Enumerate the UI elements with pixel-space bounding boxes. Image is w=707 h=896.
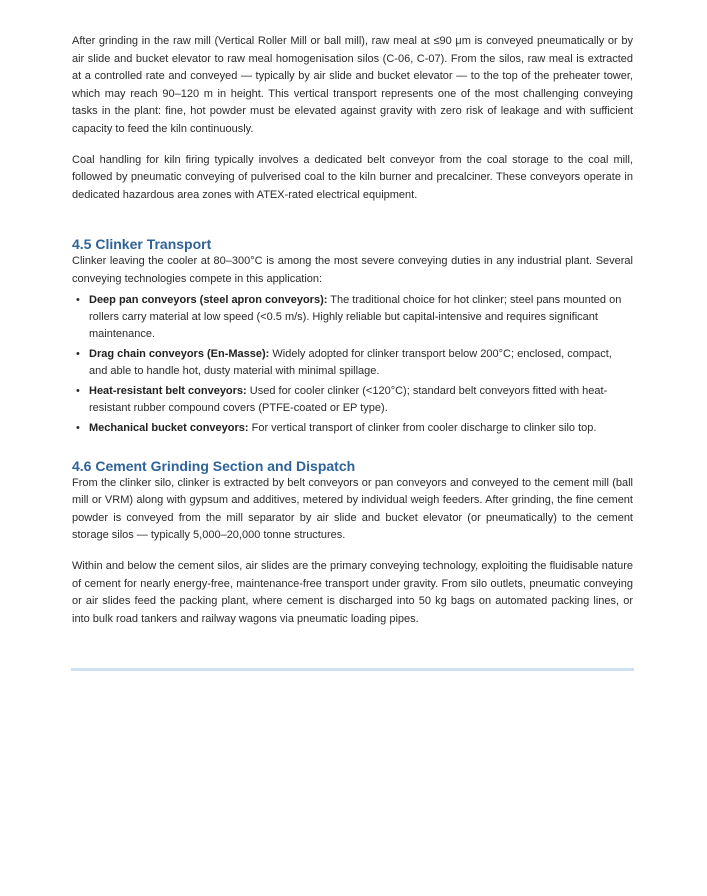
bullet-marker: • — [76, 384, 80, 397]
list-item-term: Deep pan conveyors (steel apron conveyors): — [89, 293, 328, 306]
paragraph-cement-grinding: From the clinker silo, clinker is extracted by belt conveyors or pan conveyors and conveyed to the cement mill (ball mill or VRM) along with gypsum and additives, metered by individual weigh feeders. After grinding, the fine cement powder is conveyed from the mill separator by air slide and bucket elevator (or pneumatically) to the cement storage silos — typically 5,000–20,000 tonne structures. — [72, 476, 633, 542]
bullet-marker: • — [76, 421, 80, 434]
section-heading-clinker-transport: 4.5 Clinker Transport — [72, 236, 212, 253]
document-body — [72, 33, 633, 628]
list-item-term: Drag chain conveyors (En-Masse): — [89, 347, 270, 360]
bullet-marker: • — [76, 293, 80, 306]
bullet-marker: • — [76, 347, 80, 360]
paragraph-clinker-intro: Clinker leaving the cooler at 80–300°C is among the most severe conveying duties in any industrial plant. Several conveying technologies compete in this application: — [72, 255, 633, 285]
clinker-technology-list — [72, 292, 633, 437]
list-item-text: For vertical transport of clinker from cooler discharge to clinker silo top. — [248, 421, 597, 434]
list-item — [72, 383, 633, 417]
list-item-text: The traditional choice for hot clinker; steel pans mounted on rollers carry material at low speed (<0.5 m/s). Highly reliable but capital-intensive and requires significant maintenance. — [89, 293, 622, 340]
paragraph-raw-meal: After grinding in the raw mill (Vertical Roller Mill or ball mill), raw meal at ≤90 μm is conveyed pneumatically or by air slide and bucket elevator to raw meal homogenisation silos (C-06, C-07). From the silos, raw meal is extracted at a controlled rate and conveyed — typically by air slide and bucket elevator — to the top of the preheater tower, which may reach 90–120 m in height. This vertical transport represents one of the most challenging conveying tasks in the plant: fine, hot powder must be elevated against gravity with zero risk of leakage and with sufficient capacity to feed the kiln continuously. — [72, 35, 633, 135]
section-heading-cement-grinding: 4.6 Cement Grinding Section and Dispatch — [72, 457, 356, 474]
list-item-text: Used for cooler clinker (<120°C); standard belt conveyors fitted with heat-resistant rubber compound covers (PTFE-coated or EP type). — [89, 384, 608, 414]
list-item — [72, 346, 633, 380]
list-item-term: Heat-resistant belt conveyors: — [89, 384, 247, 397]
list-item-text: Widely adopted for clinker transport below 200°C; enclosed, compact, and able to handle hot, dusty material with minimal spillage. — [89, 347, 612, 377]
list-item — [72, 292, 633, 343]
paragraph-coal-handling: Coal handling for kiln firing typically involves a dedicated belt conveyor from the coal storage to the coal mill, followed by pneumatic conveying of pulverised coal to the kiln burner and precalciner. These conveyors operate in dedicated hazardous area zones with ATEX-rated electrical equipment. — [72, 153, 633, 201]
list-item — [72, 420, 633, 437]
section-divider-rule — [71, 668, 634, 671]
list-item-term: Mechanical bucket conveyors: — [89, 421, 249, 434]
paragraph-cement-silos: Within and below the cement silos, air slides are the primary conveying technology, exploiting the fluidisable nature of cement for nearly energy-free, maintenance-free transport under gravity. From silo outlets, pneumatic conveying or air slides feed the packing plant, where cement is discharged into 50 kg bags on automated packing lines, or into bulk road tankers and railway wagons via pneumatic loading pipes. — [72, 559, 633, 625]
